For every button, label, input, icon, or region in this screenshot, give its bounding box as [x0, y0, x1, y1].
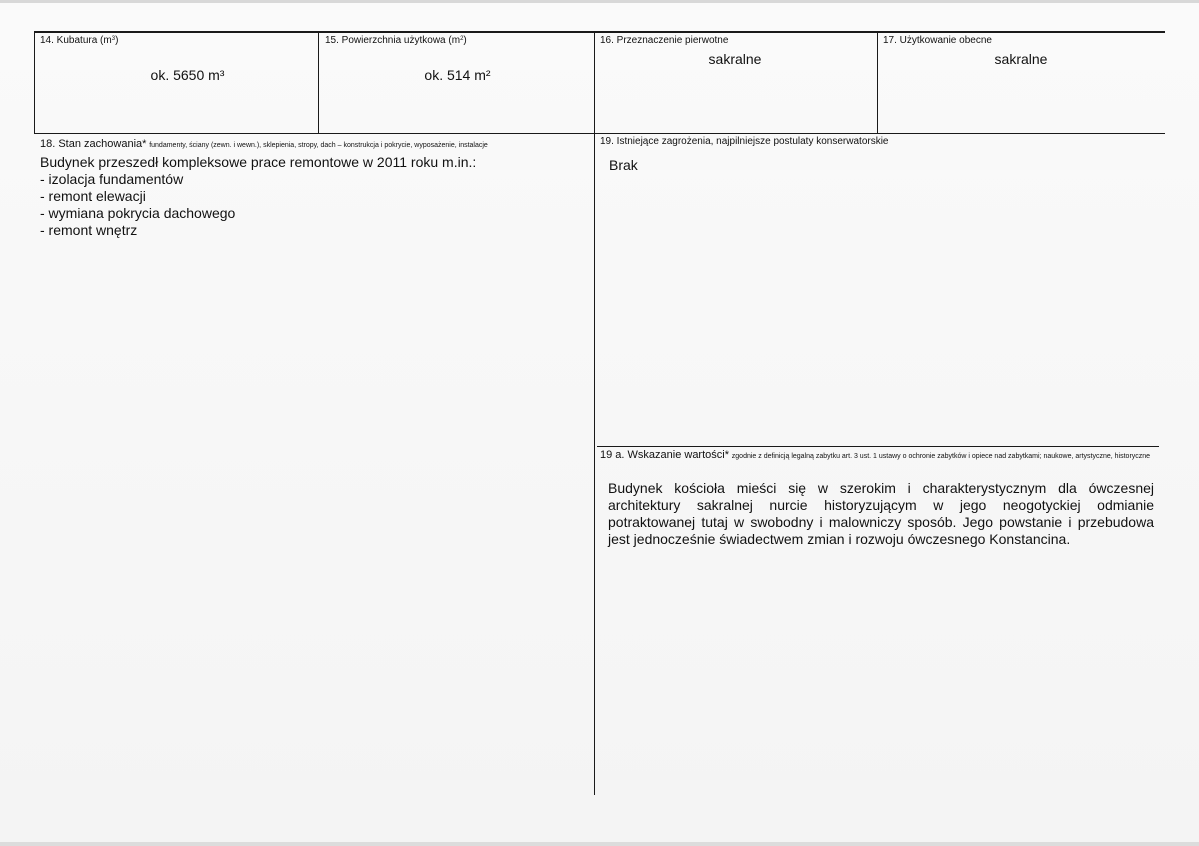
field-15-label-text: 15. Powierzchnia użytkowa (m	[325, 35, 461, 46]
field-17-label: 17. Użytkowanie obecne	[883, 35, 992, 46]
field-18-line: - wymiana pokrycia dachowego	[40, 205, 236, 221]
field-14-label-text: 14. Kubatura (m	[40, 35, 112, 46]
field-14-label-sup: 3	[111, 36, 116, 42]
field-19a-label-small: zgodnie z definicją legalną zabytku art. 3 ust. 1 ustawy o ochronie zabytków i opiece nad zabytkami; naukowe, artystyczne, historyczne	[731, 453, 1151, 460]
field-19a-label-main: 19 a. Wskazanie wartości*	[600, 449, 729, 461]
field-18-line: - remont elewacji	[40, 188, 146, 204]
divider-16-17	[877, 31, 878, 134]
field-18-label	[40, 138, 488, 152]
field-15-label-close: )	[463, 35, 467, 46]
divider-main	[594, 31, 595, 795]
field-15-label	[325, 35, 467, 47]
divider-14-15	[318, 31, 319, 134]
top-rule	[34, 31, 1165, 33]
field-15-value: ok. 514 m²	[424, 67, 491, 83]
field-18-line: Budynek przeszedł kompleksowe prace remontowe w 2011 roku m.in.:	[40, 154, 477, 170]
field-19-label: 19. Istniejące zagrożenia, najpilniejsze postulaty konserwatorskie	[600, 136, 889, 147]
field-14-label	[40, 35, 118, 47]
field-19a-label	[600, 449, 1160, 463]
left-border	[34, 31, 35, 134]
field-18-list	[40, 154, 476, 239]
field-18-line: - remont wnętrz	[40, 222, 138, 238]
field-14-label-close: )	[115, 35, 119, 46]
field-19-value: Brak	[609, 157, 638, 173]
field-16-value: sakralne	[708, 51, 762, 67]
field-16-label: 16. Przeznaczenie pierwotne	[600, 35, 729, 46]
field-18-label-main: 18. Stan zachowania*	[40, 138, 147, 150]
field-18-label-small: fundamenty, ściany (zewn. i wewn.), sklepienia, stropy, dach – konstrukcja i pokrycie, wyposażenie, instalacje	[149, 142, 488, 149]
field-14-value: ok. 5650 m³	[150, 67, 225, 83]
section19a-top-rule	[597, 446, 1159, 447]
field-15-label-sup: 2	[460, 36, 464, 42]
field-17-value: sakralne	[994, 51, 1048, 67]
row1-bottom-rule	[34, 133, 1165, 134]
scan-edge-bottom	[0, 842, 1199, 846]
field-18-line: - izolacja fundamentów	[40, 171, 184, 187]
field-19a-text: Budynek kościoła mieści się w szerokim i charakterystycznym dla ówczesnej architektury sakralnej nurcie historyzującym w jego neogotyckiej odmianie potraktowanej tutaj w swobodny i malowniczy sposób. Jego powstanie i przebudowa jest jednocześnie świadectwem zmian i rozwoju ówczesnego Konstancina.	[608, 480, 1154, 547]
scan-edge-top	[0, 0, 1199, 3]
